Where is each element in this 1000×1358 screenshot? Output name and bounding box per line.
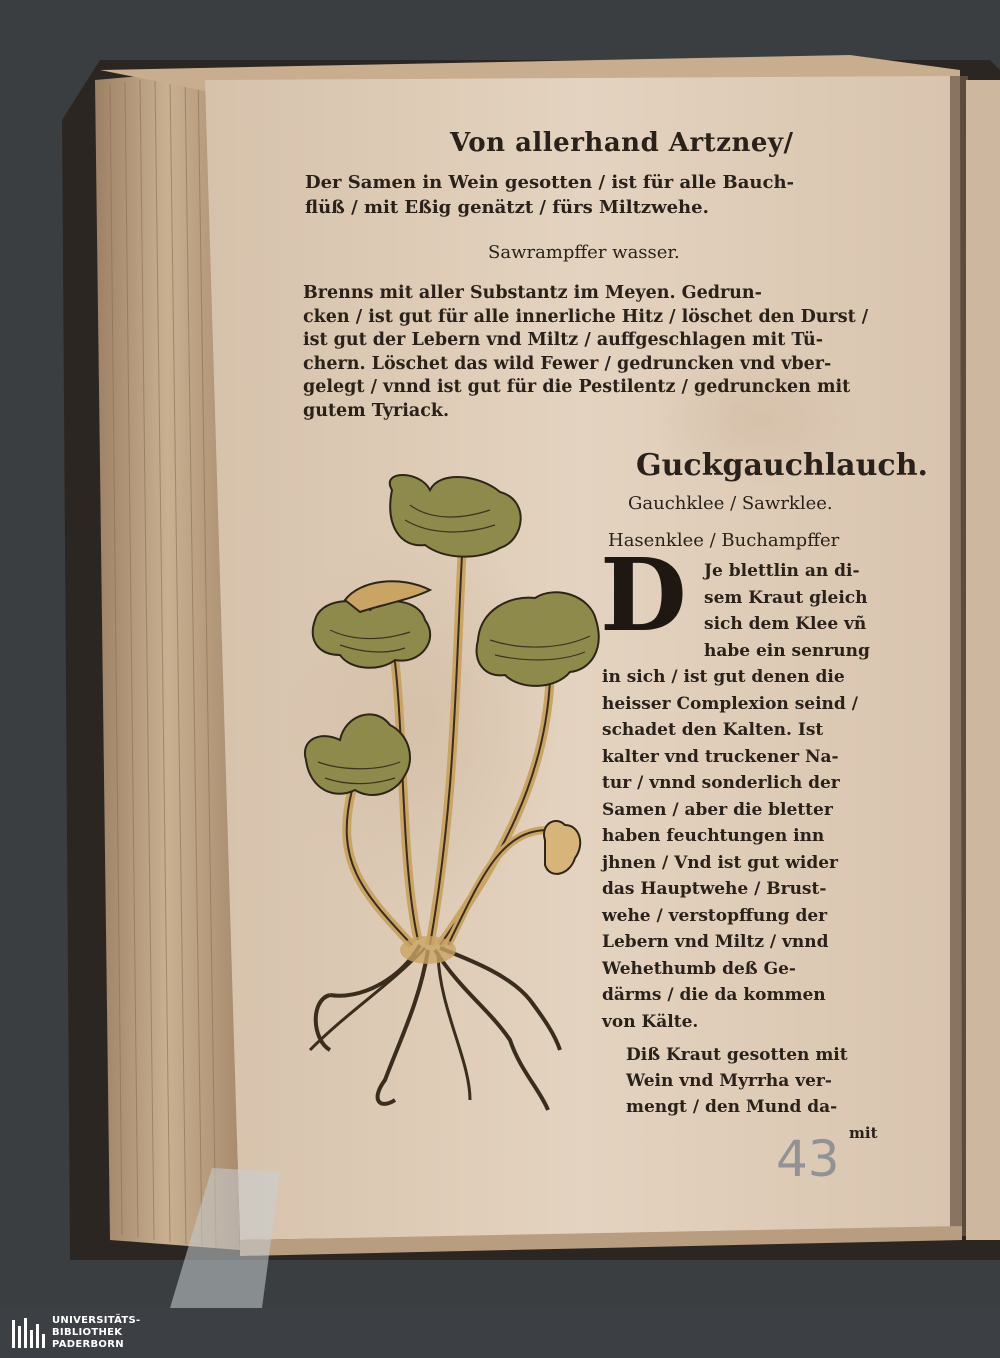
paragraph-myrrha [626,1042,848,1120]
text-line: Wehethumb deß Ge- [602,958,796,979]
text-line: von Kälte. [602,1011,699,1032]
text-line: jhnen / Vnd ist gut wider [602,852,839,873]
catchword: mit [849,1124,878,1142]
text-line: Diß Kraut gesotten mit [626,1045,848,1065]
logo-line: UNIVERSITÄTS- [52,1315,141,1326]
text-line: kalter vnd truckener Na- [602,746,839,767]
text-line: sem Kraut gleich [704,587,868,608]
text-line: Lebern vnd Miltz / vnnd [602,932,829,952]
logo-line: PADERBORN [52,1339,124,1350]
text-line: gelegt / vnnd ist gut für die Pestilentz / gedruncken mit [303,377,851,397]
library-logo-icon [10,1316,46,1352]
text-line: Samen / aber die bletter [602,799,833,820]
synonyms-line-1: Gauchklee / Sawrklee. [628,493,833,514]
text-line: wehe / verstopffung der [602,905,828,926]
footer-bar [0,1308,1000,1358]
heading-sawrampffer: Sawrampffer wasser. [488,242,680,263]
text-line: därms / die da kommen [602,985,826,1005]
page-running-header: Von allerhand Artzney/ [450,128,794,158]
heading-guckgauchlauch: Guckgauchlauch. [636,448,928,483]
text-line: Je blettlin an di- [704,561,860,581]
text-line: habe ein senrung [704,640,870,661]
text-line: Der Samen in Wein gesotten / ist für alle Bauch- [305,172,795,193]
text-line: Wein vnd Myrrha ver- [626,1071,832,1091]
text-line: in sich / ist gut denen die [602,667,845,687]
decorated-initial: D [600,536,687,654]
folio-number: 43 [776,1130,840,1188]
text-line: cken / ist gut für alle innerliche Hitz / löschet den Durst / [303,306,869,327]
text-line: flüß / mit Eßig genätzt / fürs Miltzwehe. [305,197,709,218]
text-line: heisser Complexion seind / [602,693,858,714]
logo-line: BIBLIOTHEK [52,1327,123,1338]
text-line: sich dem Klee vñ [704,614,867,634]
text-line: schadet den Kalten. Ist [602,720,824,740]
text-line: Brenns mit aller Substantz im Meyen. Gedrun- [303,283,762,303]
text-line: gutem Tyriack. [303,400,450,421]
text-line: chern. Löschet das wild Fewer / gedruncken vnd vber- [303,353,832,374]
synonyms-line-2: Hasenklee / Buchampffer [608,530,840,551]
paragraph-sawrampffer [303,282,868,423]
paragraph-indented [704,558,870,664]
text-line: haben feuchtungen inn [602,826,825,846]
text-line: tur / vnnd sonderlich der [602,773,840,793]
text-line: mengt / den Mund da- [626,1097,838,1117]
text-line: ist gut der Lebern vnd Miltz / auffgeschlagen mit Tü- [303,330,824,350]
library-logo-text[interactable] [52,1315,141,1351]
paragraph-description [602,664,858,1035]
paragraph-samen [305,170,794,220]
text-line: das Hauptwehe / Brust- [602,879,827,899]
